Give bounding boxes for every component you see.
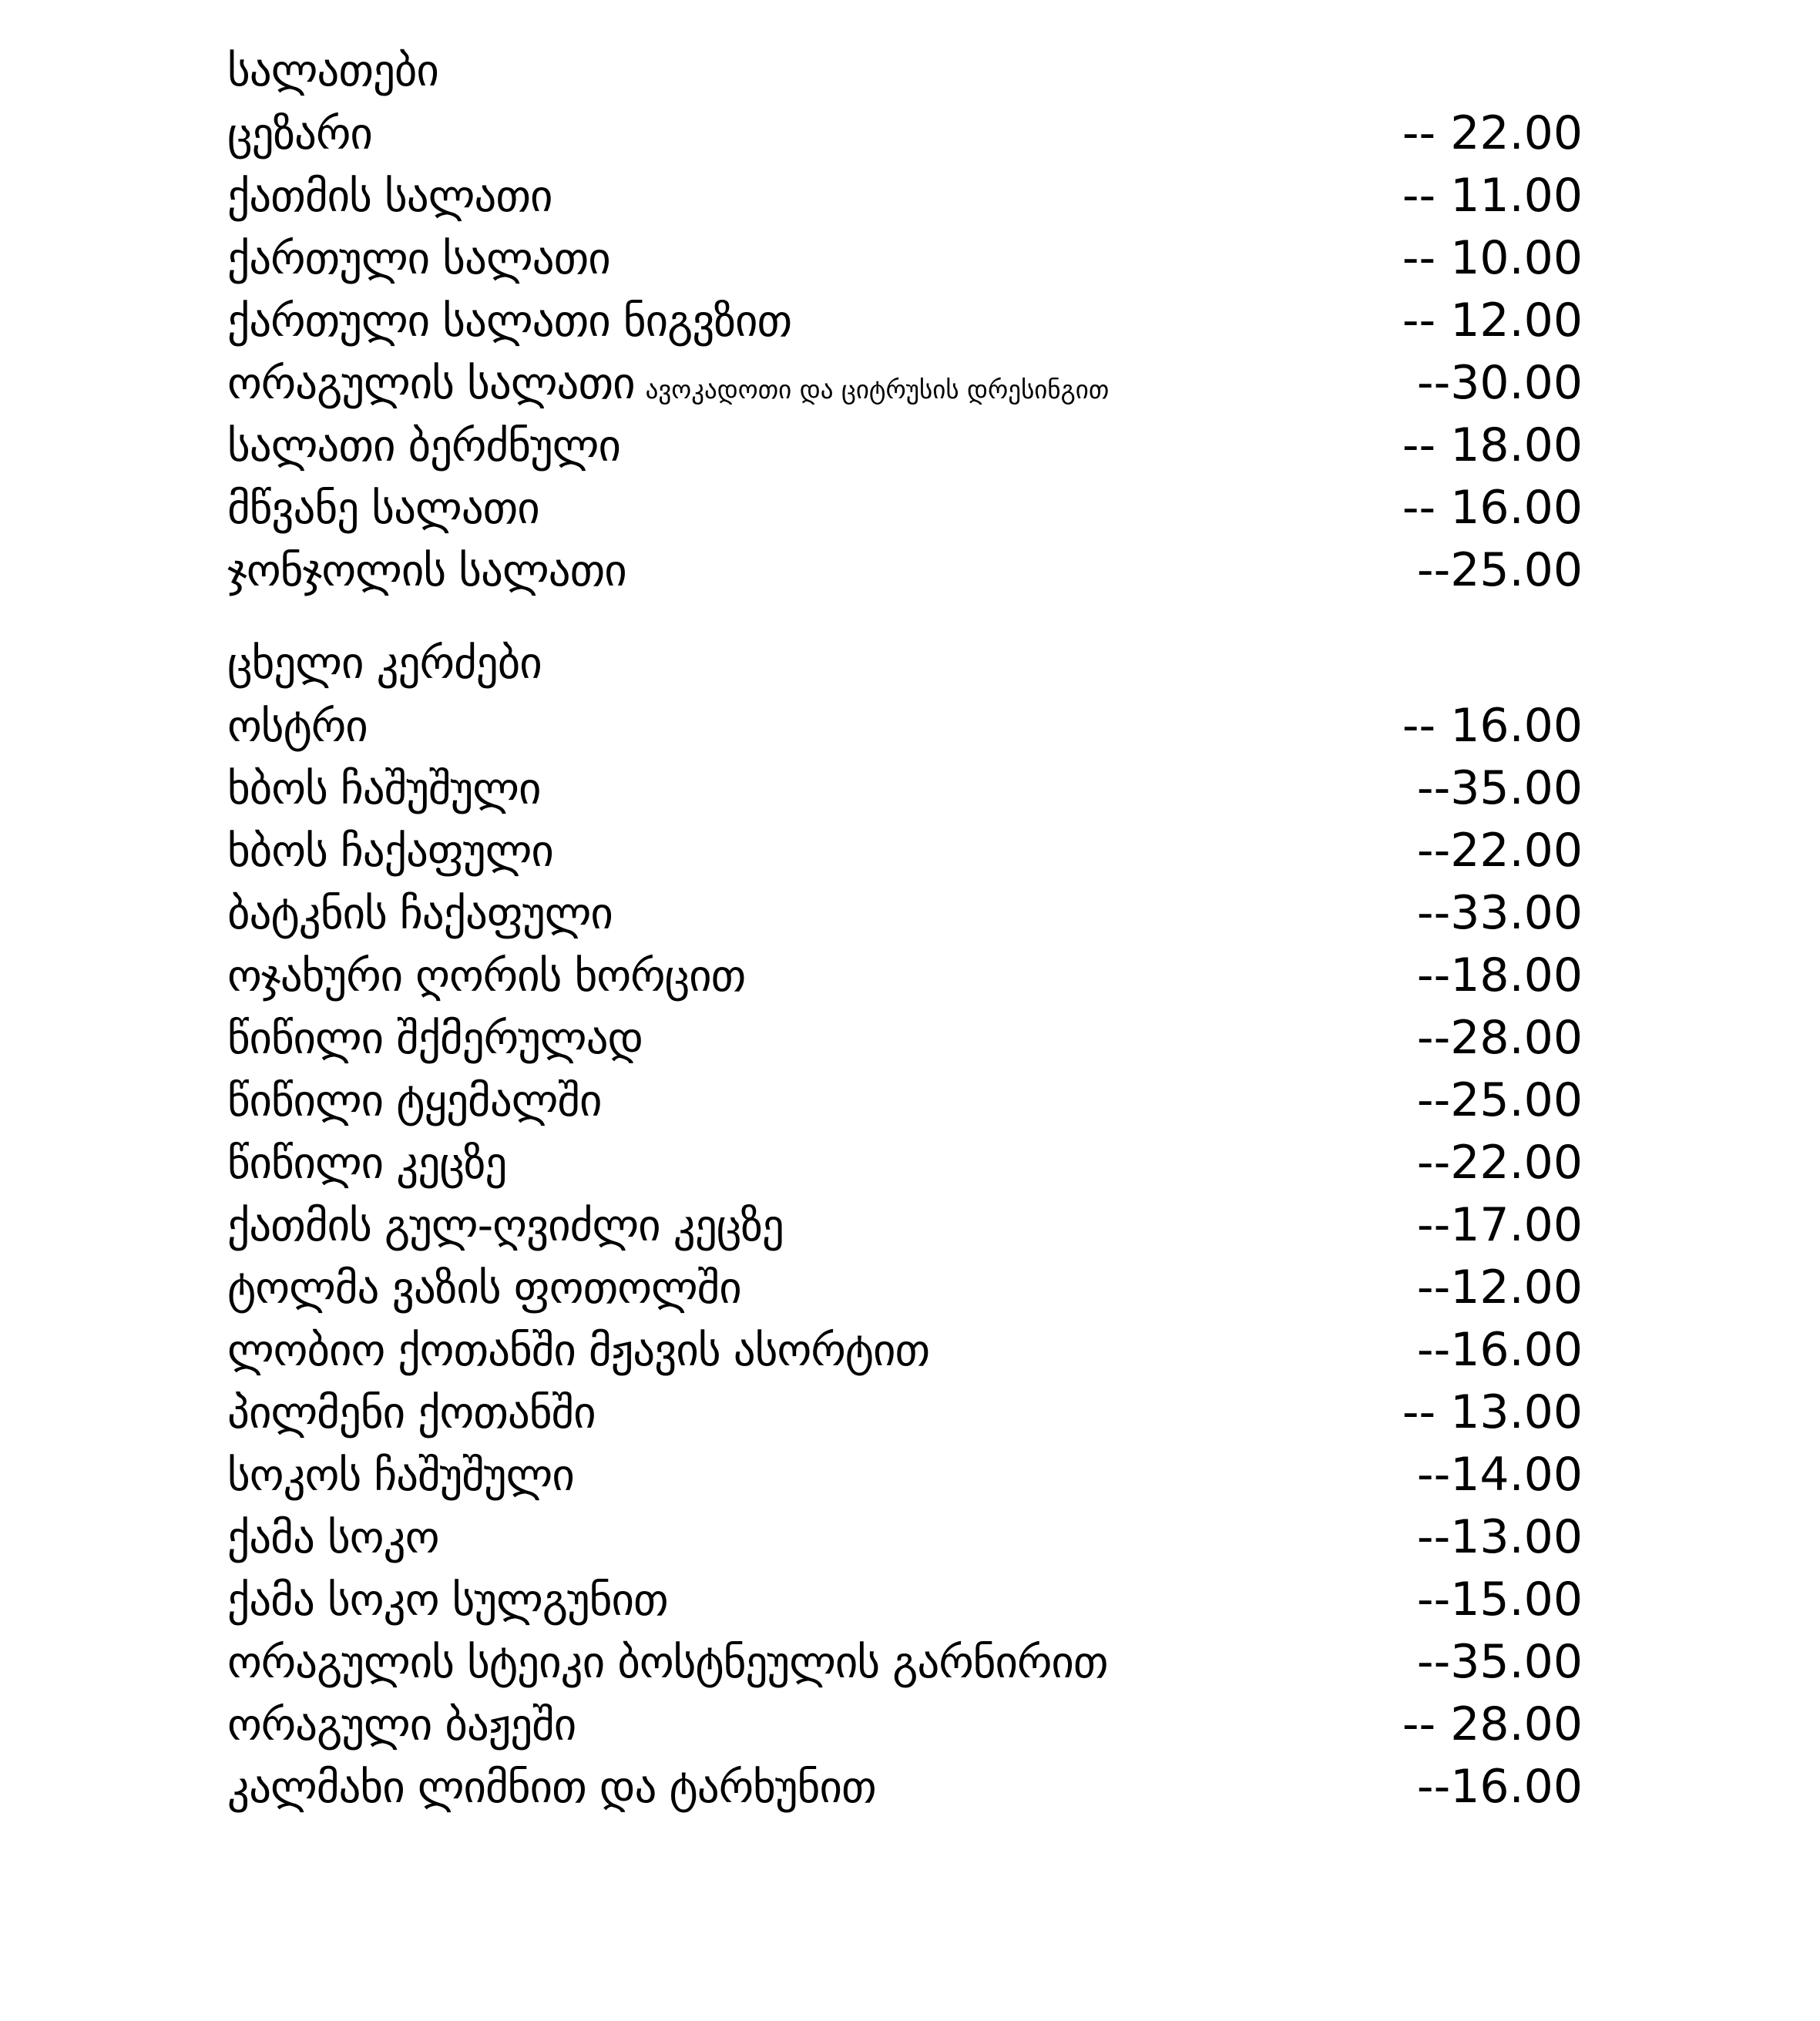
menu-item-note: ავოკადოთი და ციტრუსის დრესინგით: [645, 374, 1110, 405]
menu-item-row: [227, 102, 1583, 165]
menu-item-price: -- 11.00: [1402, 169, 1583, 223]
menu-item-row: [227, 290, 1583, 352]
menu-item-name: ქამა სოკო სულგუნით: [227, 1575, 668, 1626]
menu-item-row: [227, 1756, 1583, 1818]
menu-section: [227, 633, 1583, 1818]
menu-item-name: ხბოს ჩაქაფული: [227, 826, 553, 877]
menu-item-name: ჯონჯოლის სალათი: [227, 546, 626, 596]
menu-item-name: ქამა სოკო: [227, 1512, 439, 1563]
menu-item-name: ქათმის სალათი: [227, 171, 552, 222]
menu-item-row: [227, 165, 1583, 227]
menu-item-price: --12.00: [1416, 1261, 1583, 1314]
menu-item-name: ხბოს ჩაშუშული: [227, 764, 541, 814]
menu-item-price: --22.00: [1416, 824, 1583, 878]
menu-item-row: [227, 1069, 1583, 1132]
menu-item-price: -- 18.00: [1402, 418, 1583, 472]
menu-item-name: წიწილი ტყემალში: [227, 1076, 602, 1126]
menu-item-name: მწვანე სალათი: [227, 483, 539, 534]
menu-item-name: კალმახი ლიმნით და ტარხუნით: [227, 1762, 876, 1813]
menu-item-row: [227, 1257, 1583, 1319]
menu-item-price: --14.00: [1416, 1448, 1583, 1502]
menu-item-name: ორაგულის სალათი ავოკადოთი და ციტრუსის დრესინგით: [227, 358, 1110, 409]
menu-item-price: --30.00: [1416, 356, 1583, 410]
menu-item-price: -- 22.00: [1402, 106, 1583, 160]
menu-item-row: [227, 539, 1583, 602]
menu-item-price: --28.00: [1416, 1011, 1583, 1065]
menu-item-price: --33.00: [1416, 886, 1583, 940]
menu-item-price: -- 16.00: [1402, 481, 1583, 535]
menu-item-row: [227, 1194, 1583, 1257]
menu-item-name: წიწილი კეცზე: [227, 1138, 507, 1189]
menu-item-row: [227, 1319, 1583, 1381]
menu-item-name: ქართული სალათი ნიგვზით: [227, 296, 792, 347]
menu-item-row: [227, 352, 1583, 415]
menu-item-name: ორაგულის სტეიკი ბოსტნეულის გარნირით: [227, 1637, 1108, 1688]
menu-item-price: --16.00: [1416, 1323, 1583, 1377]
menu-item-name: ლობიო ქოთანში მჟავის ასორტით: [227, 1325, 930, 1376]
menu-item-price: -- 10.00: [1402, 231, 1583, 285]
menu-item-row: [227, 1631, 1583, 1694]
menu-item-price: --35.00: [1416, 761, 1583, 815]
menu-item-name: ოჯახური ღორის ხორცით: [227, 951, 746, 1002]
menu-item-price: --25.00: [1416, 543, 1583, 597]
menu-item-name: ტოლმა ვაზის ფოთოლში: [227, 1263, 741, 1314]
menu: [227, 40, 1583, 1818]
menu-item-row: [227, 1381, 1583, 1444]
menu-item-price: --25.00: [1416, 1073, 1583, 1127]
menu-item-name: პილმენი ქოთანში: [227, 1388, 596, 1439]
menu-item-row: [227, 1132, 1583, 1194]
menu-item-price: --18.00: [1416, 948, 1583, 1002]
menu-item-row: [227, 1007, 1583, 1069]
menu-item-row: [227, 945, 1583, 1007]
menu-item-row: [227, 820, 1583, 882]
menu-item-price: --35.00: [1416, 1635, 1583, 1689]
menu-item-row: [227, 477, 1583, 539]
menu-item-price: -- 16.00: [1402, 699, 1583, 753]
menu-item-price: --17.00: [1416, 1198, 1583, 1252]
menu-item-price: --22.00: [1416, 1136, 1583, 1190]
menu-item-name: ბატკნის ჩაქაფული: [227, 888, 613, 939]
menu-item-name: სალათი ბერძნული: [227, 421, 620, 472]
menu-item-row: [227, 882, 1583, 945]
section-header: სალათები: [227, 45, 438, 96]
menu-item-price: --15.00: [1416, 1573, 1583, 1627]
menu-item-price: --13.00: [1416, 1510, 1583, 1564]
menu-item-name: ორაგული ბაჟეში: [227, 1700, 576, 1751]
menu-item-name: წიწილი შქმერულად: [227, 1013, 643, 1064]
menu-item-row: [227, 1569, 1583, 1631]
section-header: ცხელი კერძები: [227, 638, 542, 689]
menu-item-row: [227, 757, 1583, 820]
menu-item-row: [227, 227, 1583, 290]
menu-item-row: [227, 1506, 1583, 1569]
menu-item-name: ქართული სალათი: [227, 233, 610, 284]
menu-item-name: ოსტრი: [227, 701, 368, 752]
menu-item-row: [227, 1444, 1583, 1506]
menu-item-price: -- 28.00: [1402, 1697, 1583, 1751]
menu-item-row: [227, 415, 1583, 477]
menu-item-name: ცეზარი: [227, 109, 372, 159]
menu-item-row: [227, 1694, 1583, 1756]
menu-item-row: [227, 695, 1583, 757]
menu-section: [227, 40, 1583, 602]
menu-item-price: -- 13.00: [1402, 1385, 1583, 1439]
menu-item-name: სოკოს ჩაშუშული: [227, 1450, 574, 1501]
menu-item-price: -- 12.00: [1402, 294, 1583, 347]
menu-item-name: ქათმის გულ-ღვიძლი კეცზე: [227, 1200, 784, 1251]
menu-item-price: --16.00: [1416, 1760, 1583, 1814]
